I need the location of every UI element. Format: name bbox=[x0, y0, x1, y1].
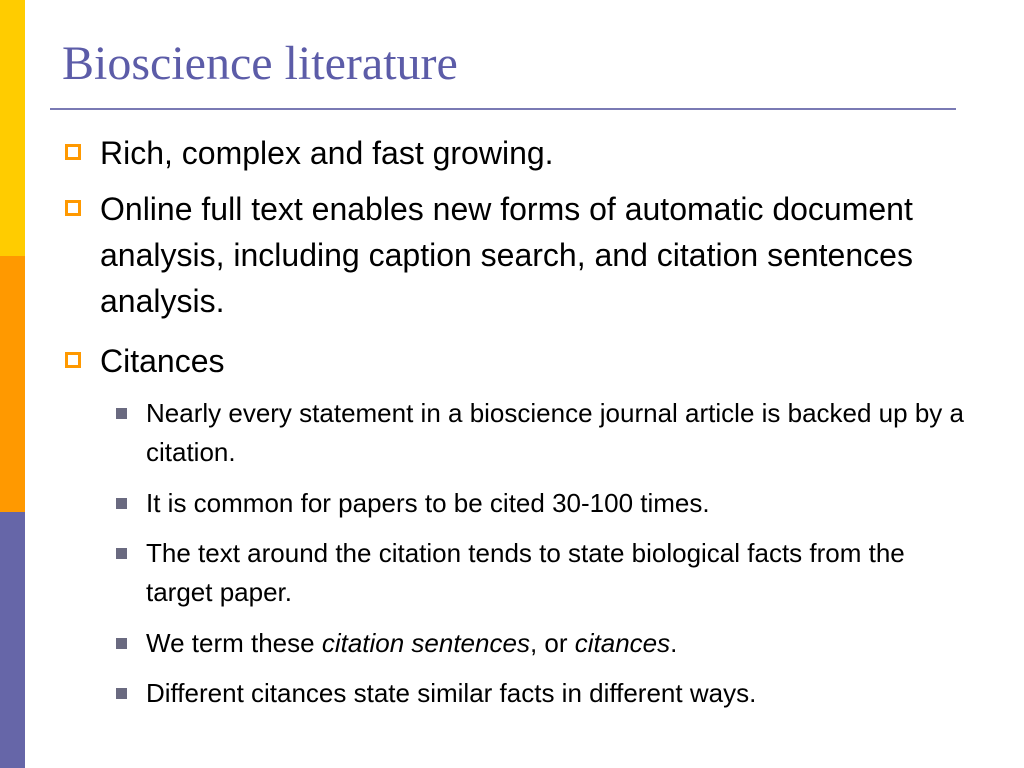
sub-bullet-text: Nearly every statement in a bioscience journal article is backed up by a citation. bbox=[146, 398, 964, 467]
filled-square-bullet-icon bbox=[116, 408, 127, 419]
bullet-item bbox=[100, 186, 940, 324]
hollow-square-bullet-icon bbox=[65, 200, 81, 216]
sub-bullet-text: The text around the citation tends to state biological facts from the target paper. bbox=[146, 538, 905, 607]
sub-bullet-item bbox=[146, 624, 966, 663]
bullet-text: Online full text enables new forms of automatic document analysis, including caption search, and citation sentences analysis. bbox=[100, 191, 913, 319]
filled-square-bullet-icon bbox=[116, 688, 127, 699]
sub-bullet-text: Different citances state similar facts in different ways. bbox=[146, 678, 757, 708]
sub-bullet-item bbox=[146, 534, 966, 612]
filled-square-bullet-icon bbox=[116, 548, 127, 559]
sub-bullet-item bbox=[146, 674, 966, 713]
hollow-square-bullet-icon bbox=[65, 144, 81, 160]
filled-square-bullet-icon bbox=[116, 498, 127, 509]
sub-bullet-text: It is common for papers to be cited 30-100 times. bbox=[146, 488, 710, 518]
bullet-text: Rich, complex and fast growing. bbox=[100, 135, 554, 171]
bullet-text: Citances bbox=[100, 343, 225, 379]
sub-bullet-text-part: , or bbox=[529, 628, 575, 658]
sub-bullet-text-part: . bbox=[670, 628, 678, 658]
term-citances: citances bbox=[574, 628, 671, 658]
sub-bullet-text-part: We term these bbox=[146, 628, 322, 658]
slide-title: Bioscience literature bbox=[62, 37, 458, 90]
term-citation-sentences: citation sentences bbox=[321, 628, 530, 658]
bullet-item bbox=[100, 338, 940, 384]
sub-bullet-item bbox=[146, 394, 966, 472]
bullet-item bbox=[100, 130, 940, 176]
sub-bullet-item bbox=[146, 484, 966, 523]
filled-square-bullet-icon bbox=[116, 638, 127, 649]
hollow-square-bullet-icon bbox=[65, 352, 81, 368]
